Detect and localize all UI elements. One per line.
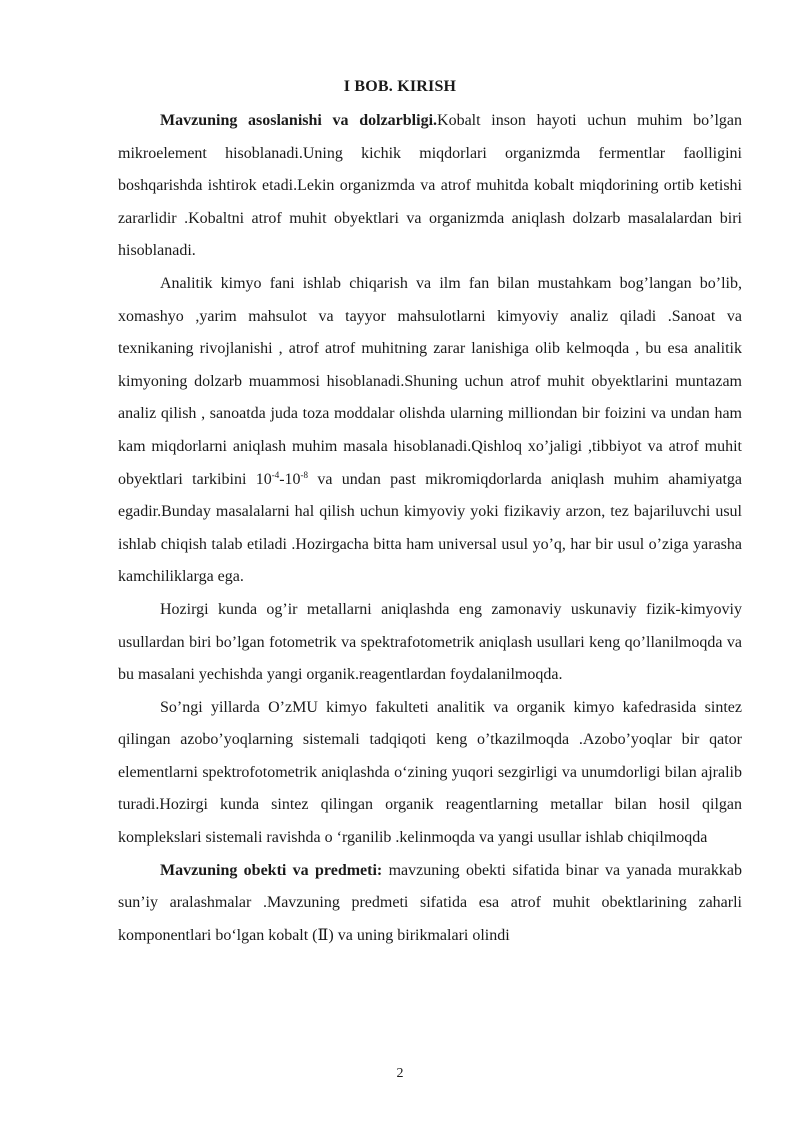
paragraph-text: -10 [279,470,301,488]
paragraph-relevance [118,105,742,268]
paragraph-text: Kobalt inson hayoti uchun muhim bo’lgan mikroelement hisoblanadi.Uning kichik miqdorlari organizmda fermentlar faolligini boshqarishda ishtirok etadi.Lekin organizmda va atrof muhitda kobalt miqdorining ortib ketishi zararlidir .Kobaltni atrof muhit obyektlari va organizmda aniqlash dolzarb masalalardan biri hisoblanadi. [118,112,742,260]
paragraph-object-subject [118,855,742,953]
paragraph-text: Hozirgi kunda og’ir metallarni aniqlashda eng zamonaviy uskunaviy fizik-kimyoviy usullardan biri bo’lgan fotometrik va spektrafotometrik aniqlash usullari keng qo’llanilmoqda va bu masalani yechishda yangi organik.reagentlardan foydalanilmoqda. [118,600,742,684]
exponent: -8 [300,469,309,480]
page-number: 2 [396,1066,404,1081]
body-text [118,105,742,952]
paragraph-text: So’ngi yillarda O’zMU kimyo fakulteti analitik va organik kimyo kafedrasida sintez qilingan azobo’yoqlarning sistemali tadqiqoti keng o’tkazilmoqda .Azobo’yoqlar bir qator elementlarni spektrofotometrik aniqlashda o‘zining yuqori sezgirligi va unumdorligi bilan ajralib turadi.Hozirgi kunda sintez qilingan organik reagentlarning metallar bilan hosil qilgan komplekslari sistemali ravishda o ‘rganilib .kelinmoqda va yangi usullar ishlab chiqilmoqda [118,698,742,847]
exponent: -4 [271,469,280,480]
paragraph-azo-dyes [118,692,742,855]
paragraph-text: mavzuning obekti sifatida binar va yanada murakkab sun’iy aralashmalar .Mavzuning predmeti sifatida esa atrof muhit obektlarining zaharli komponentlari bo‘lgan kobalt (Ⅱ) va uning birikmalari olindi [118,861,742,944]
paragraph-heavy-metals [118,594,742,692]
chapter-heading: I BOB. KIRISH [343,78,457,95]
paragraph-lead: Mavzuning obekti va predmeti: [160,861,383,879]
paragraph-text: Analitik kimyo fani ishlab chiqarish va ilm fan bilan mustahkam bog’langan bo’lib, xomashyo ,yarim mahsulot va tayyor mahsulotlarni kimyoviy analiz qiladi .Sanoat va texnikaning rivojlanishi , atrof atrof muhitning zarar lanishiga olib kelmoqda , bu esa analitik kimyoning dolzarb muammosi hisoblanadi.Shuning uchun atrof muhit obyektlarini muntazam analiz qilish , sanoatda juda toza moddalar olishda ularning milliondan bir foizini va undan ham kam miqdorlarni aniqlash muhim masala hisoblanadi.Qishloq xo’jaligi ,tibbiyot va atrof muhit obyektlari tarkibini 10 [118,274,742,488]
paragraph-lead: Mavzuning asoslanishi va dolzarbligi. [160,112,438,129]
paragraph-analytical-chemistry [118,268,742,594]
paragraph-text: va undan past mikromiqdorlarda aniqlash muhim ahamiyatga egadir.Bunday masalalarni hal qilish uchun kimyoviy yoki fizikaviy arzon, tez bajariluvchi usul ishlab chiqish talab etiladi .Hozirgacha bitta ham universal usul yo’q, har bir usul o’ziga yarasha kamchiliklarga ega. [118,470,742,586]
